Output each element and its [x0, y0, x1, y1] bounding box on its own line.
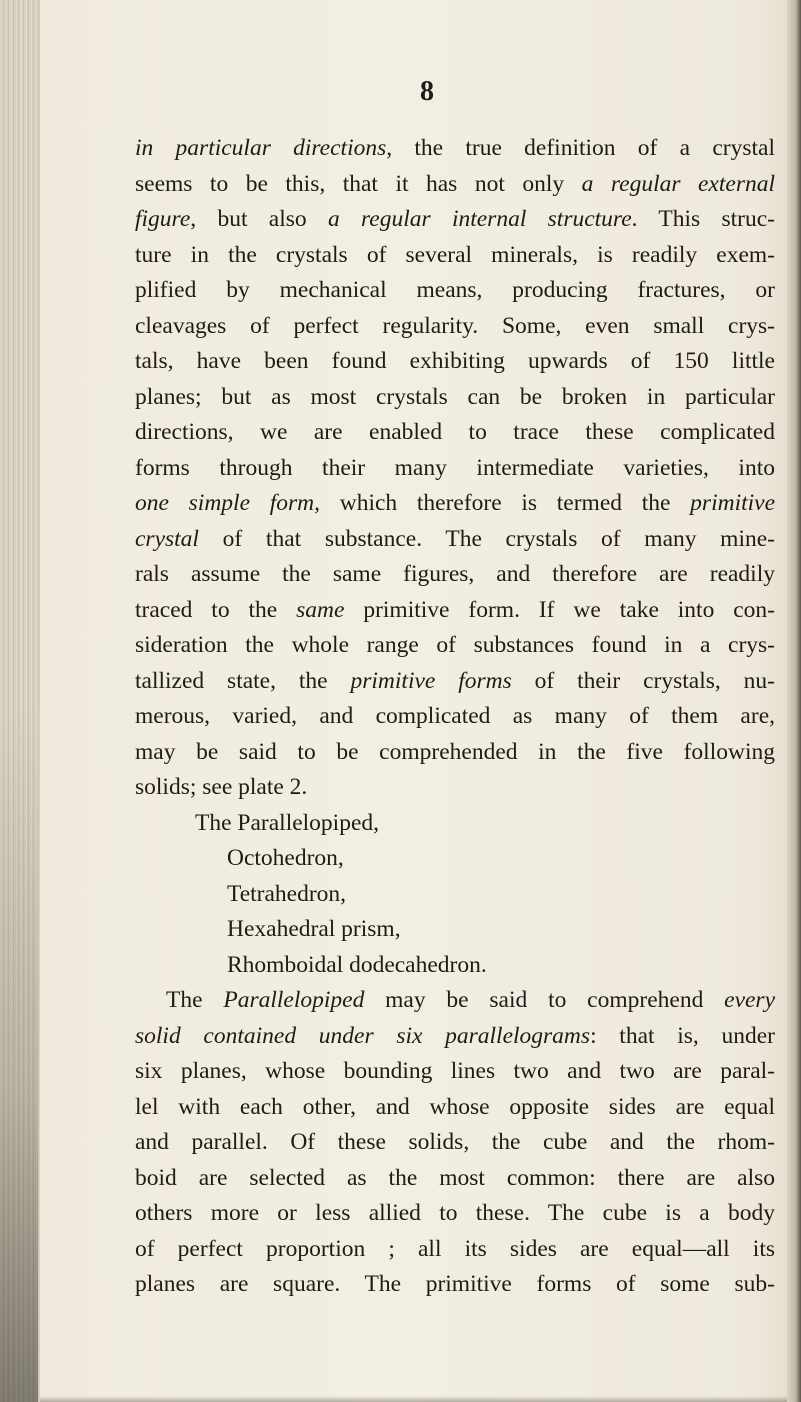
body-text [135, 131, 775, 1303]
text-line: rals assume the same figures, and therefore are readily [135, 561, 775, 587]
text-line: directions, we are enabled to trace these complicated [135, 419, 775, 445]
text-run: seems to be this, that it has not only [135, 170, 582, 197]
paragraph-crystal-definition [135, 131, 775, 806]
text-line: may be said to be comprehended in the five following [135, 738, 775, 765]
text-run: , the true definition of a crystal [386, 135, 775, 161]
text-line: plified by mechanical means, producing fractures, or [135, 277, 775, 303]
paragraph-parallelopiped [135, 983, 775, 1303]
text-line: planes; but as most crystals can be broken in particular [135, 383, 775, 410]
italic-phrase: Parallelopiped [223, 987, 365, 1013]
text-run: of their crystals, nu- [511, 667, 775, 694]
page-edge [787, 0, 801, 1402]
text-line: six planes, whose bounding lines two and two are paral- [135, 1058, 775, 1084]
italic-phrase: every [724, 987, 776, 1013]
italic-phrase: one simple form [135, 490, 315, 516]
text-run: . This struc- [631, 206, 775, 232]
text-line [135, 1019, 775, 1055]
text-run: The [166, 987, 224, 1013]
text-line [135, 593, 775, 629]
text-line: others more or less allied to these. The cube is a body [135, 1200, 775, 1226]
italic-phrase: figure [135, 206, 191, 232]
text-run: of that substance. The crystals of many mine- [198, 525, 775, 552]
italic-phrase: primitive forms [350, 667, 512, 694]
list-item: Rhomboidal dodecahedron. [227, 951, 487, 978]
text-line: boid are selected as the most common: there are also [135, 1164, 775, 1191]
list-item: Hexahedral prism, [227, 916, 401, 942]
text-line: cleavages of perfect regularity. Some, even small crys- [135, 312, 775, 339]
list-item: The Parallelopiped, [195, 809, 380, 836]
text-line [135, 983, 775, 1019]
text-line: of perfect proportion ; all its sides are equal—all its [135, 1235, 775, 1262]
list-item: Octohedron, [227, 845, 344, 871]
text-run: , but also [190, 206, 328, 232]
text-line: merous, varied, and complicated as many of them are, [135, 703, 775, 729]
text-line [135, 167, 775, 203]
list-item: Tetrahedron, [227, 880, 347, 907]
text-line: lel with each other, and whose opposite sides are equal [135, 1093, 775, 1120]
text-run: may be said to comprehend [364, 987, 725, 1013]
text-run: primitive form. If we take into con- [344, 596, 776, 623]
italic-phrase: a regular external [581, 170, 775, 197]
text-run: traced to the [135, 596, 297, 623]
italic-phrase: solid contained under six parallelograms [135, 1022, 591, 1049]
text-line [135, 202, 775, 238]
text-line [135, 664, 775, 700]
text-line: ture in the crystals of several minerals, is readily exem- [135, 241, 775, 268]
page-number: 8 [420, 76, 434, 107]
page-bottom-shadow [40, 1396, 787, 1402]
text-line: tals, have been found exhibiting upwards of 150 little [135, 348, 775, 374]
text-line [135, 486, 775, 522]
text-line: forms through their many intermediate varieties, into [135, 454, 775, 481]
text-run: , which therefore is termed the [314, 490, 691, 516]
text-run: tallized state, the [135, 667, 351, 694]
text-line [135, 131, 775, 167]
text-line: and parallel. Of these solids, the cube and the rhom- [135, 1129, 775, 1155]
italic-phrase: crystal [135, 525, 199, 552]
italic-phrase: primitive [690, 490, 776, 516]
italic-phrase: same [296, 596, 345, 623]
text-line: planes are square. The primitive forms of some sub- [135, 1271, 775, 1297]
italic-phrase: in particular directions [135, 135, 387, 161]
text-line: sideration the whole range of substances found in a crys- [135, 632, 775, 658]
binding-shadow [0, 702, 38, 1402]
italic-phrase: a regular internal structure [327, 206, 632, 232]
text-line [135, 522, 775, 558]
text-line: solids; see plate 2. [135, 774, 308, 800]
solids-list [135, 806, 775, 984]
text-run: : that is, under [590, 1022, 776, 1049]
